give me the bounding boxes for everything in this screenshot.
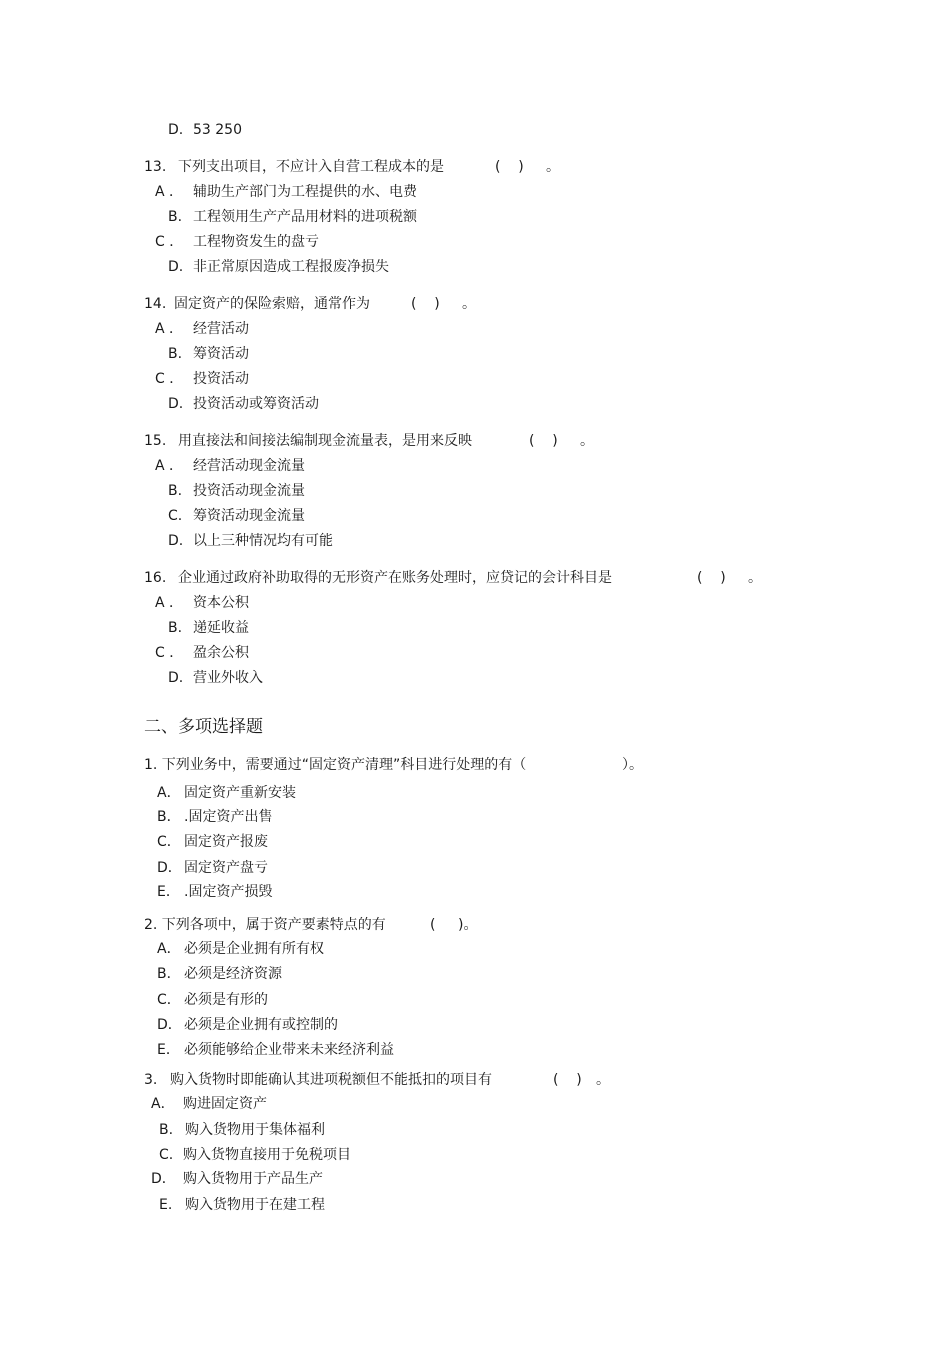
answer-blank: ( ) xyxy=(697,570,726,586)
question-end: 。 xyxy=(748,570,762,586)
option-text: 必须是企业拥有或控制的 xyxy=(184,1017,338,1033)
option-letter: E． xyxy=(157,1042,180,1058)
option-text: 购入货物用于集体福利 xyxy=(185,1122,325,1138)
option-letter: C ． xyxy=(155,645,184,661)
option-letter: C. xyxy=(168,508,183,524)
option-text: 以上三种情况均有可能 xyxy=(193,533,333,549)
option-letter: B． xyxy=(157,966,181,982)
question-end: ）。 xyxy=(622,757,643,773)
option-letter: A ． xyxy=(155,595,184,611)
option-text: 营业外收入 xyxy=(193,670,263,686)
question-number: 15. xyxy=(144,433,167,449)
option-letter: D. xyxy=(168,396,184,412)
question-end: 。 xyxy=(580,433,594,449)
option-letter: A ． xyxy=(155,321,184,337)
question-stem: 购入货物时即能确认其进项税额但不能抵扣的项目有 xyxy=(170,1072,492,1088)
question-number: 13. xyxy=(144,159,167,175)
question-end: 。 xyxy=(596,1072,610,1088)
option-text: 辅助生产部门为工程提供的水、电费 xyxy=(193,184,417,200)
question-number: 14. xyxy=(144,296,167,312)
question-end: 。 xyxy=(546,159,560,175)
question-number: 16. xyxy=(144,570,167,586)
question-stem: 下列支出项目，不应计入自营工程成本的是 xyxy=(178,159,444,175)
option-text: 工程物资发生的盘亏 xyxy=(193,234,319,250)
question-end: )。 xyxy=(458,917,478,933)
option-text: 必须是有形的 xyxy=(184,992,268,1008)
option-letter: B. xyxy=(159,1122,174,1138)
option-text: 必须是经济资源 xyxy=(184,966,282,982)
option-letter: D． xyxy=(151,1171,176,1187)
option-letter: A ． xyxy=(155,184,184,200)
option-text: .固定资产出售 xyxy=(184,809,273,825)
option-text: 盈余公积 xyxy=(193,645,249,661)
option-text: 购入货物用于在建工程 xyxy=(185,1197,325,1213)
option-letter: B. xyxy=(168,346,183,362)
option-text: 53 250 xyxy=(193,122,242,138)
question-stem: 企业通过政府补助取得的无形资产在账务处理时，应贷记的会计科目是 xyxy=(178,570,612,586)
option-letter: A ． xyxy=(155,458,184,474)
question-stem: 用直接法和间接法编制现金流量表，是用来反映 xyxy=(178,433,472,449)
option-letter: D. xyxy=(168,259,184,275)
option-letter: D． xyxy=(157,1017,182,1033)
option-text: 固定资产盘亏 xyxy=(184,860,268,876)
answer-blank: ( ) xyxy=(553,1072,582,1088)
option-letter: B． xyxy=(157,809,181,825)
option-text: 递延收益 xyxy=(193,620,249,636)
question-stem: 固定资产的保险索赔，通常作为 xyxy=(174,296,370,312)
option-text: 必须能够给企业带来未来经济利益 xyxy=(184,1042,394,1058)
option-text: 购进固定资产 xyxy=(183,1096,267,1112)
option-letter: D． xyxy=(157,860,182,876)
option-letter: D. xyxy=(168,533,184,549)
answer-blank: ( ) xyxy=(411,296,440,312)
option-text: 投资活动 xyxy=(193,371,249,387)
question-stem: 1. 下列业务中，需要通过“固定资产清理”科目进行处理的有（ xyxy=(144,757,527,773)
question-end: 。 xyxy=(462,296,476,312)
option-letter: A． xyxy=(157,785,181,801)
option-text: 固定资产报废 xyxy=(184,834,268,850)
option-letter: A． xyxy=(151,1096,175,1112)
option-letter: B. xyxy=(168,620,183,636)
option-text: 工程领用生产产品用材料的进项税额 xyxy=(193,209,417,225)
option-letter: A． xyxy=(157,941,181,957)
option-letter: E. xyxy=(159,1197,173,1213)
option-letter: D. xyxy=(168,670,184,686)
option-text: 投资活动或筹资活动 xyxy=(193,396,319,412)
option-letter: C ． xyxy=(155,234,184,250)
option-letter: B. xyxy=(168,483,183,499)
question-number: 3. xyxy=(144,1072,158,1088)
option-text: 经营活动现金流量 xyxy=(193,458,305,474)
answer-blank: ( ) xyxy=(495,159,524,175)
option-letter: B. xyxy=(168,209,183,225)
option-letter: D. xyxy=(168,122,184,138)
question-stem: 2. 下列各项中，属于资产要素特点的有 xyxy=(144,917,386,933)
option-text: 资本公积 xyxy=(193,595,249,611)
option-text: 固定资产重新安装 xyxy=(184,785,296,801)
option-text: .固定资产损毁 xyxy=(184,884,273,900)
option-letter: C. xyxy=(159,1147,174,1163)
option-text: 投资活动现金流量 xyxy=(193,483,305,499)
option-text: 经营活动 xyxy=(193,321,249,337)
option-text: 非正常原因造成工程报废净损失 xyxy=(193,259,389,275)
option-text: 购入货物直接用于免税项目 xyxy=(183,1147,351,1163)
option-text: 购入货物用于产品生产 xyxy=(183,1171,323,1187)
option-text: 必须是企业拥有所有权 xyxy=(184,941,324,957)
answer-blank: ( ) xyxy=(529,433,558,449)
option-text: 筹资活动现金流量 xyxy=(193,508,305,524)
answer-blank: ( xyxy=(430,917,436,933)
option-letter: C． xyxy=(157,992,181,1008)
option-letter: C ． xyxy=(155,371,184,387)
option-letter: C． xyxy=(157,834,181,850)
section-heading: 二、多项选择题 xyxy=(144,717,263,737)
option-text: 筹资活动 xyxy=(193,346,249,362)
option-letter: E． xyxy=(157,884,180,900)
